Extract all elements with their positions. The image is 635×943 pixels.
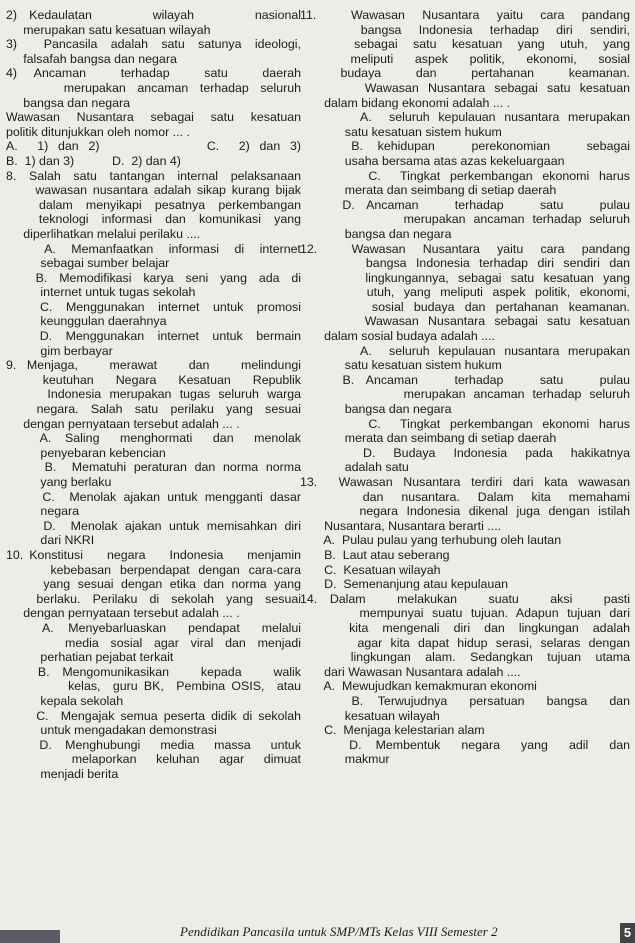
text-line: B. kehidupan perekonomian sebagai (300, 139, 630, 154)
text-line: negara (6, 504, 80, 519)
text-line: dalam menyikapi pesatnya perkembangan (6, 197, 301, 212)
text-line: bangsa dan negara (6, 95, 131, 110)
question-block-q10 (6, 548, 301, 621)
text-line: kepala sekolah (6, 693, 124, 708)
text-line: 4) Ancaman terhadap satu daerah (6, 66, 301, 81)
text-line: D. Ancaman terhadap satu pulau (300, 197, 630, 212)
question-block-q14d (300, 738, 630, 767)
text-line: meliputi aspek politik, ekonomi, sosial (300, 51, 630, 66)
text-line: untuk mengadakan demonstrasi (6, 723, 217, 738)
question-block-q11d (300, 198, 630, 242)
text-line: diperlihatkan melalui perilaku .... (6, 226, 201, 241)
text-line: yang berlaku (6, 475, 112, 489)
text-line: A. 1) dan 2) C. 2) dan 3) (6, 139, 301, 154)
text-line: lingkungan alam. Sedangkan tujuan utama (300, 650, 630, 665)
text-line: B. Mengomunikasikan kepada walik (6, 664, 301, 679)
text-line: dalam bidang ekonomi adalah ... . (300, 95, 511, 110)
text-line: Wawasan Nusantara sebagai satu kesatuan (300, 80, 630, 95)
footer-book-title: Pendidikan Pancasila untuk SMP/MTs Kelas VIII Semester 2 (180, 924, 498, 939)
text-line: kelas, guru BK, Pembina OSIS, atau (6, 679, 301, 694)
text-line: D. Menolak ajakan untuk memisahkan diri (6, 518, 301, 533)
text-line: dari NKRI (6, 533, 95, 548)
text-line: negara. Salah satu perilaku yang sesuai (6, 402, 301, 417)
text-line: D. Semenanjung atau kepulauan (300, 577, 509, 592)
text-line: yang sesuai dengan etika dan norma yang (6, 577, 301, 592)
question-block-q9a (6, 431, 301, 460)
page-number: 5 (620, 923, 635, 943)
question-block-q8 (6, 169, 301, 242)
text-line: D. Menghubungi media massa untuk (6, 737, 301, 752)
text-line: merupakan satu kesatuan wilayah (6, 22, 211, 37)
question-block-q13c (300, 563, 630, 578)
text-line: menjadi berita (6, 766, 119, 781)
text-line: 2) Kedaulatan wilayah nasional (6, 8, 301, 22)
question-block-q12 (300, 242, 630, 344)
question-block-q2 (6, 8, 301, 37)
text-line: C. Tingkat perkembangan ekonomi harus (300, 168, 630, 183)
text-line: bangsa dan negara (300, 226, 452, 241)
text-line: Wawasan Nusantara sebagai satu kesatuan (300, 314, 630, 329)
question-block-q9b (6, 460, 301, 489)
text-line: B. Ancaman terhadap satu pulau (300, 372, 630, 387)
text-line: mempunyai suatu tujuan. Adapun tujuan dari (300, 606, 630, 621)
text-line: C. Tingkat perkembangan ekonomi harus (300, 416, 630, 431)
text-line: dengan pernyataan tersebut adalah ... . (6, 416, 240, 431)
text-line: satu kesatuan sistem hukum (300, 358, 502, 373)
footer-label-bar (0, 930, 60, 943)
question-block-q14 (300, 592, 630, 680)
text-line: D. Menggunakan internet untuk bermain (6, 329, 301, 344)
text-line: dan nusantara. Dalam kita memahami (300, 489, 630, 504)
question-block-q8c (6, 300, 301, 329)
text-line: A. Memanfaatkan informasi di internet (6, 241, 301, 256)
text-line: merata dan seimbang di setiap daerah (300, 183, 557, 198)
text-line: B. Laut atau seberang (300, 547, 450, 562)
text-line: C. Menolak ajakan untuk mengganti dasar (6, 489, 301, 504)
text-line: bangsa dan negara (300, 402, 452, 417)
question-block-q10a (6, 621, 301, 665)
text-line: keunggulan daerahnya (6, 314, 167, 329)
text-line: 9. Menjaga, merawat dan melindungi (6, 358, 301, 373)
text-line: C. Kesatuan wilayah (300, 562, 441, 577)
question-block-q4stem (6, 110, 301, 139)
text-line: merupakan ancaman terhadap seluruh (300, 212, 630, 227)
text-line: bangsa Indonesia terhadap diri sendiri dan (300, 256, 630, 271)
text-line: B. Memodifikasi karya seni yang ada di (6, 270, 301, 285)
text-line: negara Indonesia dikenal juga dengan istilah (300, 504, 630, 519)
question-block-q3 (6, 37, 301, 66)
text-line: media sosial agar viral dan menjadi (6, 635, 301, 650)
text-line: keutuhan Negara Kesatuan Republik (6, 372, 301, 387)
text-line: 13. Wawasan Nusantara terdiri dari kata wawasan (300, 475, 630, 489)
question-block-q11b (300, 139, 630, 168)
text-line: dari Wawasan Nusantara adalah .... (300, 664, 521, 679)
question-block-q11a (300, 110, 630, 139)
text-line: 3) Pancasila adalah satu satunya ideologi, (6, 37, 301, 52)
question-block-q10c (6, 709, 301, 738)
question-block-q12a (300, 344, 630, 373)
text-line: politik ditunjukkan oleh nomor ... . (6, 124, 190, 139)
text-line: penyebaran kebencian (6, 445, 166, 460)
question-block-q13a (300, 533, 630, 548)
text-line: lingkungannya, sebagai satu kesatuan yang (300, 270, 630, 285)
question-block-q12c (300, 417, 630, 446)
question-block-q11 (300, 8, 630, 110)
question-block-q14a (300, 679, 630, 694)
text-line: B. Terwujudnya persatuan bangsa dan (300, 693, 630, 708)
text-line: melaporkan keluhan agar dimuat (6, 752, 301, 767)
text-line: merata dan seimbang di setiap daerah (300, 431, 557, 446)
text-line: merupakan ancaman terhadap seluruh (300, 387, 630, 402)
text-line: usaha bersama atas azas kekeluargaan (300, 153, 565, 168)
question-block-q10b (6, 665, 301, 709)
text-line: sebagai sumber belajar (6, 256, 170, 271)
question-block-q8a (6, 242, 301, 271)
question-block-q7opts (6, 139, 301, 168)
text-line: utuh, yang meliputi aspek politik, ekonomi, (300, 285, 630, 300)
text-line: A. Pulau pulau yang terhubung oleh lautan (300, 533, 562, 548)
question-block-q11c (300, 169, 630, 198)
text-line: Wawasan Nusantara sebagai satu kesatuan (6, 110, 301, 125)
question-block-q12b (300, 373, 630, 417)
question-block-q8d (6, 329, 301, 358)
text-line: A. seluruh kepulauan nusantara merupakan (300, 343, 630, 358)
text-line: sosial budaya dan pertahanan keamanan. (300, 299, 630, 314)
question-block-q4 (6, 66, 301, 110)
text-line: A. seluruh kepulauan nusantara merupakan (300, 110, 630, 125)
question-block-q12d (300, 446, 630, 475)
text-line: kebebasan berpendapat dengan cara-cara (6, 562, 301, 577)
text-line: D. Budaya Indonesia pada hakikatnya (300, 445, 630, 460)
question-block-q13 (300, 475, 630, 533)
text-line: teknologi informasi dan komunikasi yang (6, 212, 301, 227)
text-line: C. Menjaga kelestarian alam (300, 723, 485, 738)
text-line: bangsa Indonesia terhadap diri sendiri, (300, 22, 630, 37)
text-line: A. Mewujudkan kemakmuran ekonomi (300, 679, 537, 694)
text-line: perhatian pejabat terkait (6, 650, 174, 665)
text-line: C. Menggunakan internet untuk promosi (6, 299, 301, 314)
question-block-q14b (300, 694, 630, 723)
text-line: budaya dan pertahanan keamanan. (300, 66, 630, 81)
text-line: merupakan ancaman terhadap seluruh (6, 80, 301, 95)
text-line: adalah satu (300, 460, 409, 475)
text-line: Nusantara, Nusantara berarti .... (300, 518, 502, 533)
question-block-q13b (300, 548, 630, 563)
text-line: 11. Wawasan Nusantara yaitu cara pandang (300, 8, 630, 22)
text-line: kita mengenali diri dan lingkungan adalah (300, 620, 630, 635)
question-block-q9c (6, 490, 301, 519)
question-block-q9d (6, 519, 301, 548)
text-line: satu kesatuan sistem hukum (300, 124, 502, 139)
text-line: internet untuk tugas sekolah (6, 285, 196, 300)
question-block-q13d (300, 577, 630, 592)
text-line: Indonesia merupakan tugas seluruh warga (6, 387, 301, 402)
text-line: B. 1) dan 3) D. 2) dan 4) (6, 153, 181, 168)
text-line: dalam sosial budaya adalah .... (300, 329, 495, 344)
page-footer (0, 918, 635, 943)
text-line: 10. Konstitusi negara Indonesia menjamin (6, 547, 301, 562)
text-line: B. Mematuhi peraturan dan norma norma (6, 460, 301, 475)
text-line: dengan pernyataan tersebut adalah ... . (6, 606, 240, 621)
text-line: gim berbayar (6, 343, 113, 358)
text-line: A. Saling menghormati dan menolak (6, 431, 301, 446)
text-line: 8. Salah satu tantangan internal pelaksanaan (6, 168, 301, 183)
text-line: D. Membentuk negara yang adil dan (300, 737, 630, 752)
text-line: makmur (300, 752, 390, 767)
text-line: sebagai satu kesatuan yang utuh, yang (300, 37, 630, 52)
text-line: A. Menyebarluaskan pendapat melalui (6, 620, 301, 635)
text-line: falsafah bangsa dan negara (6, 51, 177, 66)
text-line: wawasan nusantara adalah sikap kurang bijak (6, 183, 301, 198)
question-block-q8b (6, 271, 301, 300)
right-column (300, 8, 630, 767)
text-line: berlaku. Perilaku di sekolah yang sesuai (6, 591, 301, 606)
question-block-q14c (300, 723, 630, 738)
text-line: C. Mengajak semua peserta didik di sekolah (6, 708, 301, 723)
text-line: kesatuan wilayah (300, 708, 440, 723)
text-line: 14. Dalam melakukan suatu aksi pasti (300, 591, 630, 606)
text-line: 12. Wawasan Nusantara yaitu cara pandang (300, 241, 630, 256)
left-column (6, 8, 301, 781)
text-line: agar kita dapat hidup serasi, selaras dengan (300, 635, 630, 650)
question-block-q9 (6, 358, 301, 431)
question-block-q10d (6, 738, 301, 782)
